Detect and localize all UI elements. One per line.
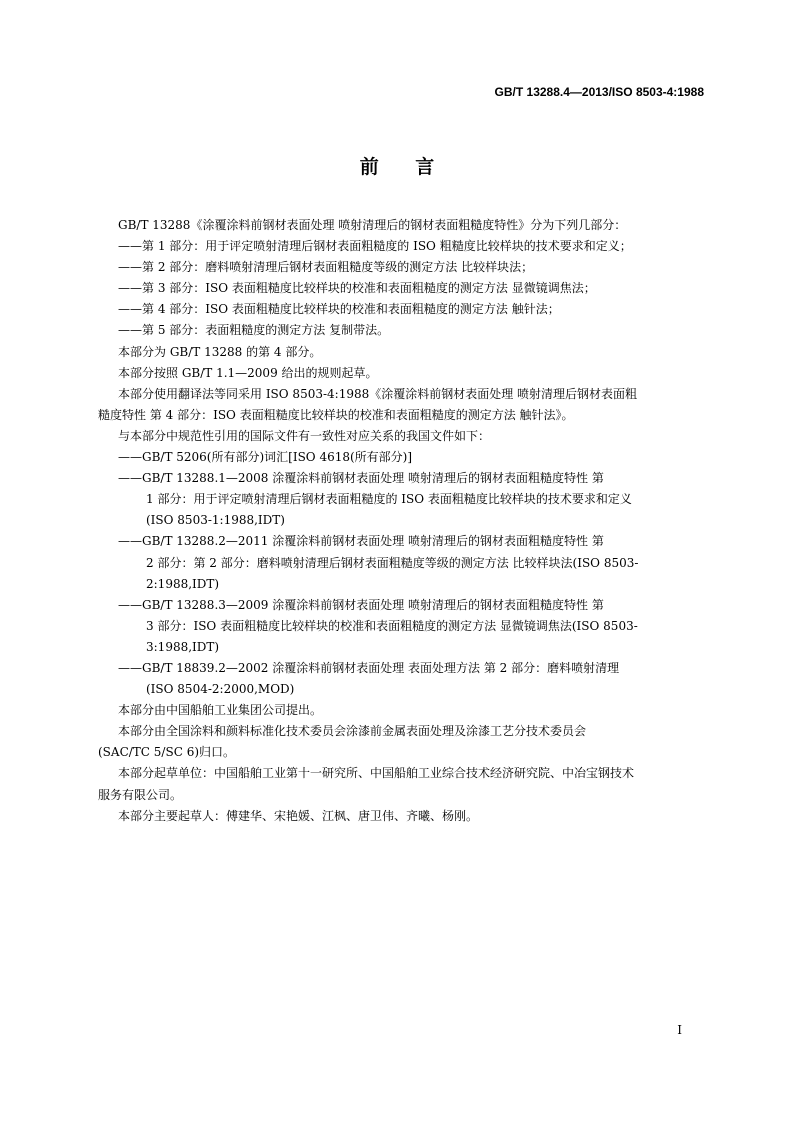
page-title: 前 言 [359, 156, 435, 178]
part-1-item: ——第 1 部分：用于评定喷射清理后钢材表面粗糙度的 ISO 粗糙度比较样块的技术要求和定义； [118, 239, 632, 254]
paragraph-drafting-rules: 本部分按照 GB/T 1.1—2009 给出的规则起草。 [118, 365, 378, 380]
reference-item-3-line3: 2:1988,IDT) [146, 576, 220, 591]
paragraph-drafting-units-line2: 服务有限公司。 [98, 787, 183, 802]
part-2-item: ——第 2 部分：磨料喷射清理后钢材表面粗糙度等级的测定方法 比较样块法； [118, 260, 534, 275]
paragraph-committee-line1: 本部分由全国涂料和颜料标准化技术委员会涂漆前金属表面处理及涂漆工艺分技术委员会 [118, 724, 587, 739]
part-3-item: ——第 3 部分：ISO 表面粗糙度比较样块的校准和表面粗糙度的测定方法 显微镜调焦法； [118, 281, 596, 296]
paragraph-adoption-line1: 本部分使用翻译法等同采用 ISO 8503-4:1988《涂覆涂料前钢材表面处理 喷射清理后钢材表面粗 [118, 386, 638, 401]
paragraph-drafting-units-line1: 本部分起草单位：中国船舶工业第十一研究所、中国船舶工业综合技术经济研究院、中冶宝钢技术 [118, 766, 635, 781]
reference-item-3-line2: 2 部分：第 2 部分：磨料喷射清理后钢材表面粗糙度等级的测定方法 比较样块法(ISO 8503- [146, 555, 639, 570]
reference-item-4-line3: 3:1988,IDT) [146, 639, 220, 654]
reference-item-4-line1: ——GB/T 13288.3—2009 涂覆涂料前钢材表面处理 喷射清理后的钢材表面粗糙度特性 第 [118, 597, 604, 612]
paragraph-part-statement: 本部分为 GB/T 13288 的第 4 部分。 [118, 344, 322, 359]
reference-item-5-line2: (ISO 8504-2:2000,MOD) [146, 682, 295, 697]
reference-item-4-line2: 3 部分：ISO 表面粗糙度比较样块的校准和表面粗糙度的测定方法 显微镜调焦法(ISO 8503- [146, 618, 638, 633]
reference-item-2-line3: (ISO 8503-1:1988,IDT) [146, 513, 285, 528]
foreword-body [98, 215, 708, 827]
paragraph-intro: GB/T 13288《涂覆涂料前钢材表面处理 喷射清理后的钢材表面粗糙度特性》分为下列几部分： [118, 218, 627, 232]
standard-number-header: GB/T 13288.4—2013/ISO 8503-4:1988 [494, 85, 704, 99]
reference-item-2-line2: 1 部分：用于评定喷射清理后钢材表面粗糙度的 ISO 表面粗糙度比较样块的技术要求和定义 [146, 492, 632, 507]
paragraph-proposer: 本部分由中国船舶工业集团公司提出。 [118, 703, 323, 718]
reference-item-3-line1: ——GB/T 13288.2—2011 涂覆涂料前钢材表面处理 喷射清理后的钢材表面粗糙度特性 第 [118, 534, 604, 549]
reference-item-2-line1: ——GB/T 13288.1—2008 涂覆涂料前钢材表面处理 喷射清理后的钢材表面粗糙度特性 第 [118, 471, 604, 486]
paragraph-adoption-line2: 糙度特性 第 4 部分：ISO 表面粗糙度比较样块的校准和表面粗糙度的测定方法 触针法》。 [98, 407, 574, 422]
page-number: I [677, 1023, 682, 1037]
paragraph-references-intro: 与本部分中规范性引用的国际文件有一致性对应关系的我国文件如下： [118, 428, 491, 443]
part-4-item: ——第 4 部分：ISO 表面粗糙度比较样块的校准和表面粗糙度的测定方法 触针法； [118, 302, 560, 317]
reference-item-1: ——GB/T 5206(所有部分)词汇[ISO 4618(所有部分)] [118, 450, 413, 465]
part-5-item: ——第 5 部分：表面粗糙度的测定方法 复制带法。 [118, 323, 390, 338]
paragraph-committee-line2: (SAC/TC 5/SC 6)归口。 [98, 745, 236, 760]
paragraph-drafters: 本部分主要起草人：傅建华、宋艳媛、江枫、唐卫伟、齐曦、杨刚。 [118, 808, 479, 823]
reference-item-5-line1: ——GB/T 18839.2—2002 涂覆涂料前钢材表面处理 表面处理方法 第 2 部分：磨料喷射清理 [118, 660, 620, 675]
